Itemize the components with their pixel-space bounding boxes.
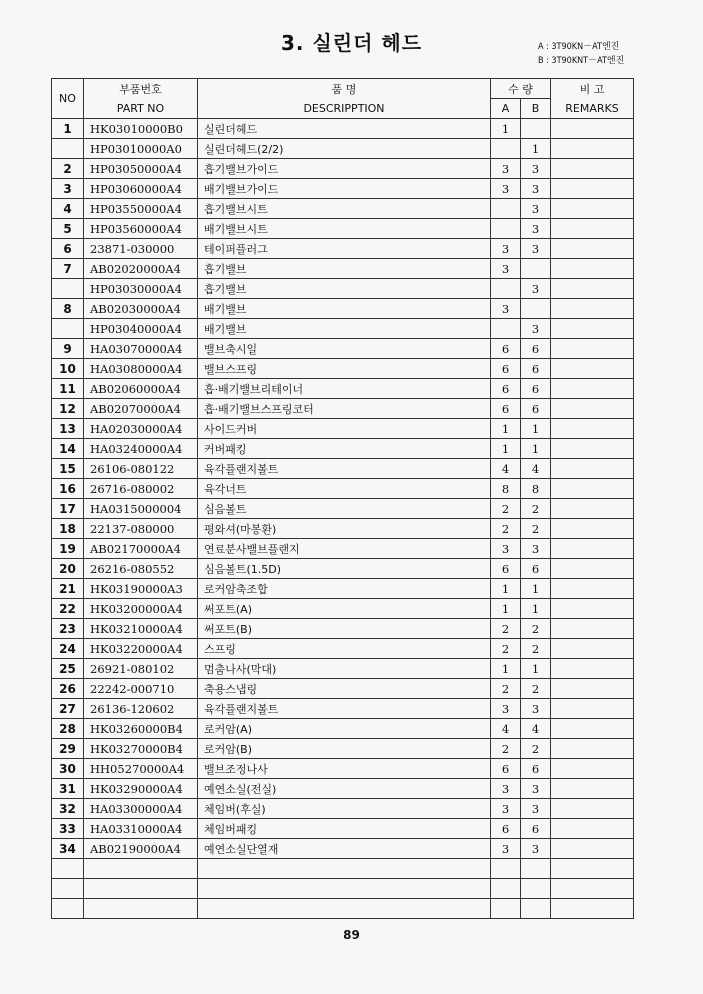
table-row (52, 759, 634, 779)
table-row (52, 659, 634, 679)
part-description: 축용스냅링 (198, 679, 491, 699)
table-row (52, 339, 634, 359)
remarks (551, 739, 634, 759)
part-description: 써포트(B) (198, 619, 491, 639)
part-description: 배기밸브 (198, 319, 491, 339)
row-number: 2 (52, 159, 84, 179)
qty-b: 1 (521, 439, 551, 459)
remarks (551, 299, 634, 319)
empty-cell (52, 879, 84, 899)
row-number: 3 (52, 179, 84, 199)
table-row (52, 639, 634, 659)
qty-a: 3 (491, 299, 521, 319)
remarks (551, 619, 634, 639)
row-number: 9 (52, 339, 84, 359)
qty-b: 6 (521, 379, 551, 399)
qty-a: 3 (491, 699, 521, 719)
part-number: HK03200000A4 (84, 599, 198, 619)
col-qty-b-header: B (521, 99, 551, 119)
table-row (52, 139, 634, 159)
table-row (52, 299, 634, 319)
remarks (551, 139, 634, 159)
qty-b (521, 299, 551, 319)
row-number: 4 (52, 199, 84, 219)
qty-b: 2 (521, 679, 551, 699)
empty-cell (551, 859, 634, 879)
part-description: 로커암(B) (198, 739, 491, 759)
qty-a: 1 (491, 659, 521, 679)
qty-a: 1 (491, 439, 521, 459)
part-description: 심음볼트 (198, 499, 491, 519)
remarks (551, 399, 634, 419)
qty-b: 6 (521, 819, 551, 839)
qty-a: 1 (491, 579, 521, 599)
empty-cell (521, 899, 551, 919)
qty-b: 6 (521, 559, 551, 579)
part-description: 연료분사밸브플랜지 (198, 539, 491, 559)
table-row (52, 499, 634, 519)
table-row (52, 819, 634, 839)
qty-b: 2 (521, 639, 551, 659)
qty-a (491, 219, 521, 239)
remarks (551, 759, 634, 779)
part-number: HK03210000A4 (84, 619, 198, 639)
row-number: 25 (52, 659, 84, 679)
part-description: 예연소실(전실) (198, 779, 491, 799)
qty-a (491, 319, 521, 339)
part-number: 22137-080000 (84, 519, 198, 539)
row-number: 20 (52, 559, 84, 579)
qty-b: 6 (521, 399, 551, 419)
part-description: 밸브조정나사 (198, 759, 491, 779)
table-row (52, 379, 634, 399)
row-number: 6 (52, 239, 84, 259)
row-number (52, 139, 84, 159)
remarks (551, 699, 634, 719)
qty-a: 6 (491, 819, 521, 839)
row-number: 21 (52, 579, 84, 599)
part-number: HA03300000A4 (84, 799, 198, 819)
qty-a: 1 (491, 119, 521, 139)
part-number: AB02030000A4 (84, 299, 198, 319)
part-description: 흡기밸브시트 (198, 199, 491, 219)
part-number: AB02070000A4 (84, 399, 198, 419)
remarks (551, 159, 634, 179)
table-row (52, 519, 634, 539)
table-row (52, 779, 634, 799)
qty-b: 3 (521, 799, 551, 819)
part-description: 테이퍼플러그 (198, 239, 491, 259)
row-number: 27 (52, 699, 84, 719)
remarks (551, 259, 634, 279)
remarks (551, 199, 634, 219)
qty-a: 2 (491, 619, 521, 639)
empty-cell (198, 899, 491, 919)
part-number: HP03010000A0 (84, 139, 198, 159)
col-remarks-header-ko: 비 고 (551, 79, 634, 99)
empty-cell (52, 859, 84, 879)
table-row (52, 679, 634, 699)
empty-cell (551, 899, 634, 919)
qty-b: 1 (521, 659, 551, 679)
table-row (52, 439, 634, 459)
part-description: 흡·배기밸브리테이너 (198, 379, 491, 399)
legend-a: A : 3T90KN－AT엔진 (538, 42, 620, 52)
part-number: 22242-000710 (84, 679, 198, 699)
qty-b: 3 (521, 839, 551, 859)
part-number: HK03260000B4 (84, 719, 198, 739)
empty-cell (198, 879, 491, 899)
qty-a: 6 (491, 559, 521, 579)
part-description: 멈춤나사(막대) (198, 659, 491, 679)
part-description: 사이드커버 (198, 419, 491, 439)
part-description: 로커암(A) (198, 719, 491, 739)
qty-a (491, 199, 521, 219)
empty-cell (84, 879, 198, 899)
table-row (52, 159, 634, 179)
col-qty-header-ko: 수 량 (491, 79, 551, 99)
remarks (551, 679, 634, 699)
part-description: 평와셔(마봉환) (198, 519, 491, 539)
qty-b: 1 (521, 139, 551, 159)
table-row (52, 799, 634, 819)
part-description: 육각너트 (198, 479, 491, 499)
qty-b: 3 (521, 179, 551, 199)
row-number: 26 (52, 679, 84, 699)
remarks (551, 599, 634, 619)
remarks (551, 579, 634, 599)
row-number (52, 279, 84, 299)
col-qty-a-header: A (491, 99, 521, 119)
remarks (551, 279, 634, 299)
row-number: 15 (52, 459, 84, 479)
qty-a: 4 (491, 719, 521, 739)
qty-b: 6 (521, 359, 551, 379)
table-row (52, 839, 634, 859)
empty-cell (521, 879, 551, 899)
part-number: HA03080000A4 (84, 359, 198, 379)
part-number: 26106-080122 (84, 459, 198, 479)
table-row (52, 599, 634, 619)
table-row (52, 559, 634, 579)
part-description: 체임버패킹 (198, 819, 491, 839)
table-row (52, 619, 634, 639)
table-row (52, 719, 634, 739)
part-description: 커버패킹 (198, 439, 491, 459)
part-number: AB02190000A4 (84, 839, 198, 859)
qty-b: 1 (521, 579, 551, 599)
remarks (551, 799, 634, 819)
col-part-header-ko: 부품번호 (84, 79, 198, 99)
row-number: 29 (52, 739, 84, 759)
qty-b: 2 (521, 499, 551, 519)
part-number: 26136-120602 (84, 699, 198, 719)
qty-b: 3 (521, 779, 551, 799)
part-number: HA03240000A4 (84, 439, 198, 459)
row-number: 30 (52, 759, 84, 779)
part-number: HA03310000A4 (84, 819, 198, 839)
part-number: 26716-080002 (84, 479, 198, 499)
part-number: HP03560000A4 (84, 219, 198, 239)
empty-cell (551, 879, 634, 899)
qty-a: 3 (491, 179, 521, 199)
remarks (551, 819, 634, 839)
table-row (52, 179, 634, 199)
row-number: 22 (52, 599, 84, 619)
qty-b: 2 (521, 619, 551, 639)
part-description: 체임버(후실) (198, 799, 491, 819)
empty-cell (84, 859, 198, 879)
col-no-header: NO (52, 79, 84, 119)
part-description: 실린더헤드 (198, 119, 491, 139)
qty-a: 6 (491, 399, 521, 419)
remarks (551, 339, 634, 359)
qty-a: 3 (491, 259, 521, 279)
table-row (52, 419, 634, 439)
row-number: 18 (52, 519, 84, 539)
part-description: 밸브스프링 (198, 359, 491, 379)
part-description: 써포트(A) (198, 599, 491, 619)
part-description: 배기밸브 (198, 299, 491, 319)
row-number: 8 (52, 299, 84, 319)
qty-b: 3 (521, 319, 551, 339)
remarks (551, 219, 634, 239)
row-number: 17 (52, 499, 84, 519)
empty-cell (491, 879, 521, 899)
remarks (551, 779, 634, 799)
col-remarks-header-en: REMARKS (551, 99, 634, 119)
part-number: AB02020000A4 (84, 259, 198, 279)
part-number: HK03010000B0 (84, 119, 198, 139)
remarks (551, 639, 634, 659)
part-number: HP03060000A4 (84, 179, 198, 199)
row-number (52, 319, 84, 339)
col-part-header-en: PART NO (84, 99, 198, 119)
remarks (551, 239, 634, 259)
qty-b: 6 (521, 759, 551, 779)
empty-cell (491, 899, 521, 919)
qty-a: 3 (491, 239, 521, 259)
table-row (52, 459, 634, 479)
qty-b: 3 (521, 699, 551, 719)
part-number: AB02060000A4 (84, 379, 198, 399)
row-number: 31 (52, 779, 84, 799)
table-row (52, 539, 634, 559)
part-description: 밸브축시일 (198, 339, 491, 359)
empty-cell (521, 859, 551, 879)
qty-b: 3 (521, 279, 551, 299)
qty-a: 2 (491, 639, 521, 659)
part-description: 스프링 (198, 639, 491, 659)
remarks (551, 379, 634, 399)
col-desc-header-en: DESCRIPPTION (198, 99, 491, 119)
empty-cell (52, 899, 84, 919)
remarks (551, 659, 634, 679)
qty-b: 3 (521, 159, 551, 179)
remarks (551, 559, 634, 579)
part-number: HP03040000A4 (84, 319, 198, 339)
qty-a: 1 (491, 419, 521, 439)
part-number: AB02170000A4 (84, 539, 198, 559)
row-number: 12 (52, 399, 84, 419)
row-number: 19 (52, 539, 84, 559)
remarks (551, 719, 634, 739)
qty-a: 2 (491, 499, 521, 519)
qty-b: 1 (521, 419, 551, 439)
qty-a (491, 139, 521, 159)
table-row (52, 479, 634, 499)
row-number: 23 (52, 619, 84, 639)
empty-cell (491, 859, 521, 879)
remarks (551, 839, 634, 859)
part-number: HA03070000A4 (84, 339, 198, 359)
remarks (551, 499, 634, 519)
qty-b: 2 (521, 739, 551, 759)
part-number: HK03270000B4 (84, 739, 198, 759)
table-row (52, 279, 634, 299)
qty-a: 2 (491, 519, 521, 539)
part-number: 26921-080102 (84, 659, 198, 679)
qty-a: 3 (491, 159, 521, 179)
table-row (52, 259, 634, 279)
table-row (52, 219, 634, 239)
part-number: HP03030000A4 (84, 279, 198, 299)
qty-a: 2 (491, 679, 521, 699)
qty-b: 3 (521, 239, 551, 259)
qty-a: 3 (491, 839, 521, 859)
engine-legend (538, 40, 624, 68)
part-number: HK03220000A4 (84, 639, 198, 659)
part-description: 흡기밸브 (198, 279, 491, 299)
part-description: 흡기밸브 (198, 259, 491, 279)
qty-a: 3 (491, 779, 521, 799)
remarks (551, 419, 634, 439)
qty-a: 6 (491, 379, 521, 399)
part-number: HP03550000A4 (84, 199, 198, 219)
empty-cell (84, 899, 198, 919)
qty-b: 1 (521, 599, 551, 619)
qty-b: 4 (521, 719, 551, 739)
table-row (52, 239, 634, 259)
row-number: 10 (52, 359, 84, 379)
row-number: 32 (52, 799, 84, 819)
qty-b (521, 119, 551, 139)
legend-b: B : 3T90KNT－AT엔진 (538, 56, 625, 66)
remarks (551, 539, 634, 559)
part-description: 심음볼트(1.5D) (198, 559, 491, 579)
part-description: 배기밸브시트 (198, 219, 491, 239)
part-description: 흡기밸브가이드 (198, 159, 491, 179)
remarks (551, 179, 634, 199)
qty-b: 8 (521, 479, 551, 499)
row-number: 5 (52, 219, 84, 239)
qty-a: 8 (491, 479, 521, 499)
part-number: HA0315000004 (84, 499, 198, 519)
table-row (52, 199, 634, 219)
table-row (52, 739, 634, 759)
row-number: 11 (52, 379, 84, 399)
qty-a: 4 (491, 459, 521, 479)
row-number: 16 (52, 479, 84, 499)
table-row (52, 119, 634, 139)
remarks (551, 479, 634, 499)
row-number: 33 (52, 819, 84, 839)
row-number: 7 (52, 259, 84, 279)
part-number: HK03290000A4 (84, 779, 198, 799)
empty-row (52, 879, 634, 899)
qty-b: 2 (521, 519, 551, 539)
qty-a: 6 (491, 339, 521, 359)
part-description: 실린더헤드(2/2) (198, 139, 491, 159)
table-row (52, 699, 634, 719)
part-number: 26216-080552 (84, 559, 198, 579)
row-number: 34 (52, 839, 84, 859)
empty-row (52, 899, 634, 919)
row-number: 14 (52, 439, 84, 459)
qty-a: 3 (491, 799, 521, 819)
qty-a: 3 (491, 539, 521, 559)
row-number: 28 (52, 719, 84, 739)
empty-cell (198, 859, 491, 879)
page-title: 3. 실린더 헤드 (280, 31, 423, 55)
qty-a: 2 (491, 739, 521, 759)
remarks (551, 119, 634, 139)
part-description: 육각플랜지볼트 (198, 699, 491, 719)
qty-b (521, 259, 551, 279)
row-number: 13 (52, 419, 84, 439)
row-number: 24 (52, 639, 84, 659)
part-number: HA02030000A4 (84, 419, 198, 439)
empty-row (52, 859, 634, 879)
col-desc-header-ko: 품 명 (198, 79, 491, 99)
qty-a (491, 279, 521, 299)
part-description: 흡·배기밸브스프링코터 (198, 399, 491, 419)
table-row (52, 319, 634, 339)
row-number: 1 (52, 119, 84, 139)
qty-b: 3 (521, 219, 551, 239)
part-number: HK03190000A3 (84, 579, 198, 599)
qty-b: 6 (521, 339, 551, 359)
remarks (551, 359, 634, 379)
qty-b: 3 (521, 199, 551, 219)
qty-a: 6 (491, 759, 521, 779)
remarks (551, 519, 634, 539)
qty-a: 1 (491, 599, 521, 619)
parts-table-body (52, 119, 634, 919)
qty-b: 3 (521, 539, 551, 559)
remarks (551, 459, 634, 479)
qty-b: 4 (521, 459, 551, 479)
part-description: 예연소실단열재 (198, 839, 491, 859)
part-number: HH05270000A4 (84, 759, 198, 779)
part-number: 23871-030000 (84, 239, 198, 259)
remarks (551, 439, 634, 459)
page-number: 89 (343, 928, 360, 942)
table-row (52, 359, 634, 379)
table-row (52, 579, 634, 599)
part-description: 육각플랜지볼트 (198, 459, 491, 479)
part-description: 로커암축조합 (198, 579, 491, 599)
part-number: HP03050000A4 (84, 159, 198, 179)
qty-a: 6 (491, 359, 521, 379)
remarks (551, 319, 634, 339)
table-row (52, 399, 634, 419)
part-description: 배기밸브가이드 (198, 179, 491, 199)
parts-table (51, 78, 634, 919)
